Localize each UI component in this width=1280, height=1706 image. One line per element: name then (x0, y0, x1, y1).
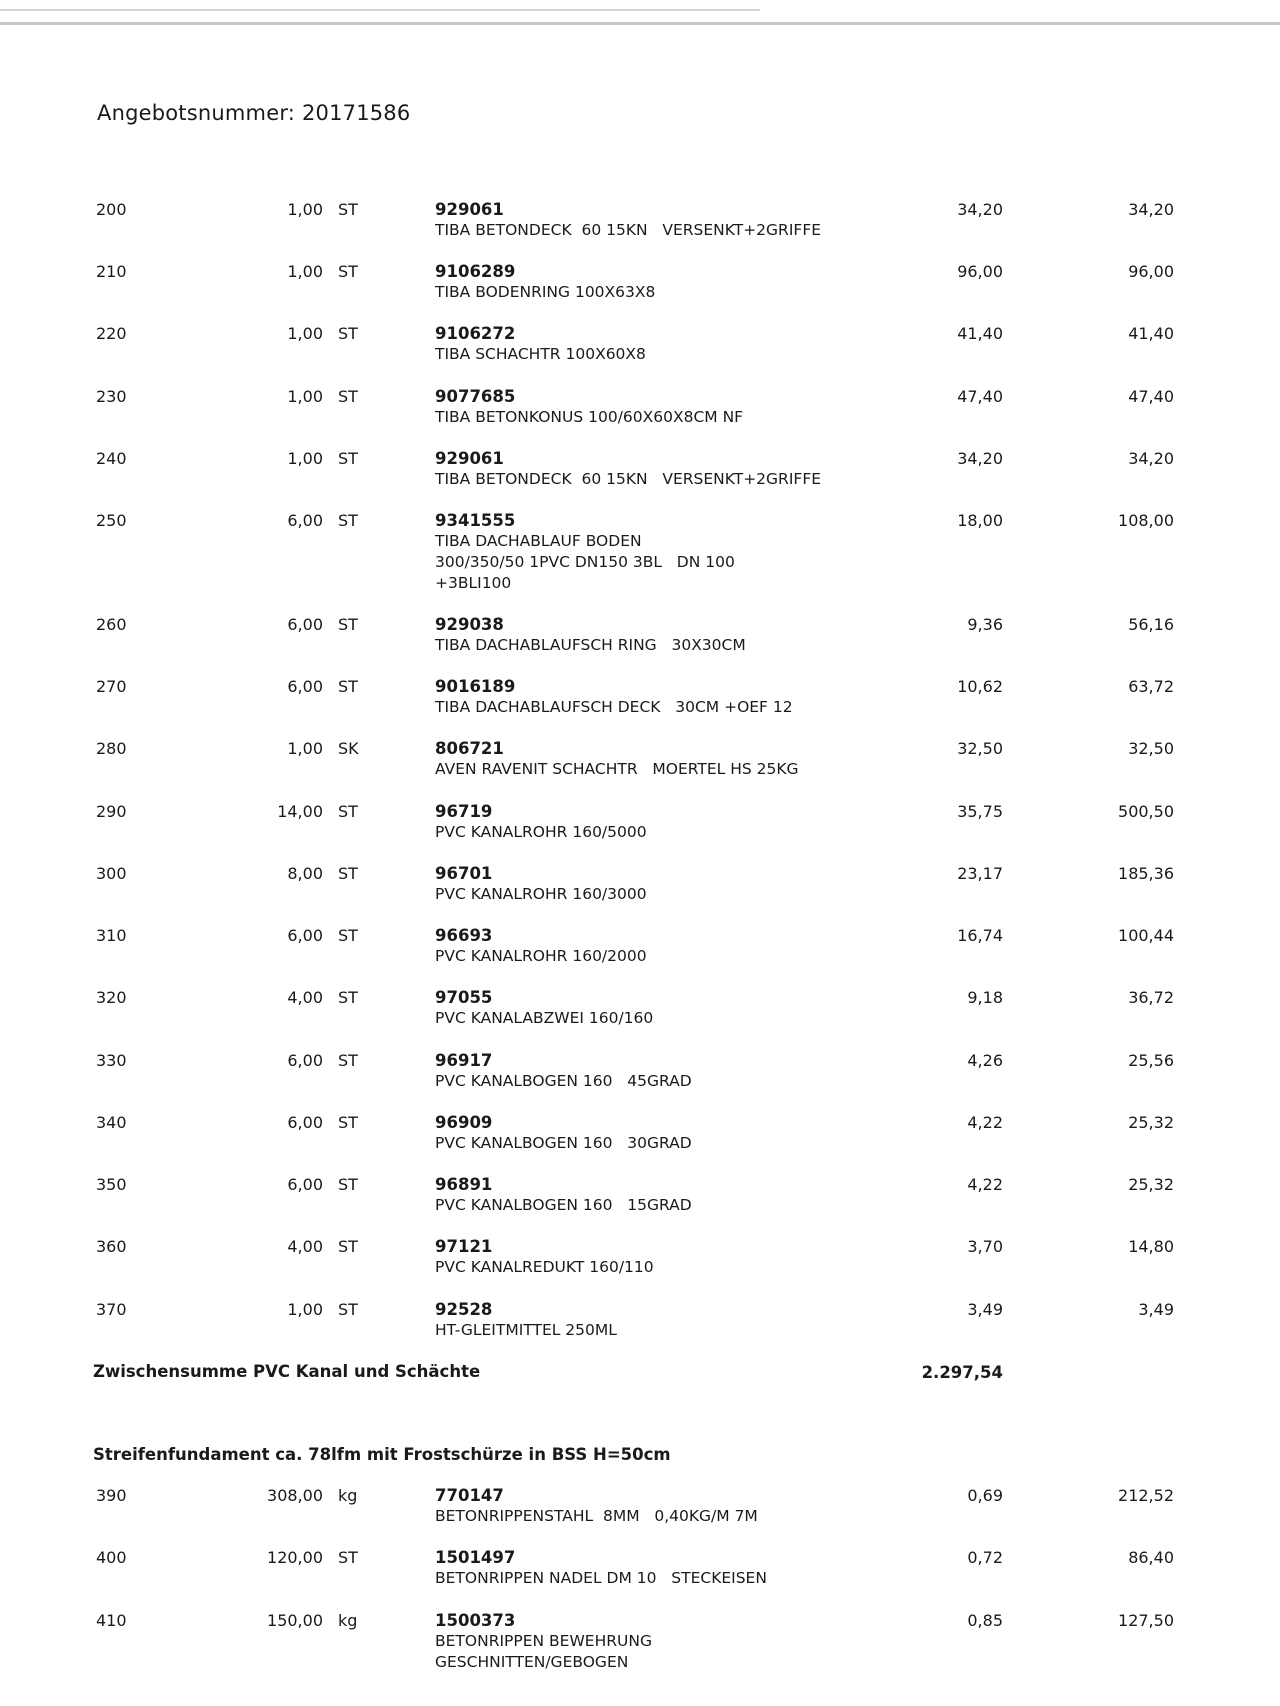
item-unit-price: 4,22 (967, 1175, 1003, 1194)
item-description: PVC KANALROHR 160/2000 (435, 947, 647, 965)
item-article-number: 929061 (435, 449, 504, 468)
subtotal-value: 2.297,54 (921, 1363, 1003, 1382)
item-description: PVC KANALREDUKT 160/110 (435, 1258, 654, 1276)
item-quantity: 1,00 (287, 449, 323, 468)
item-quantity: 6,00 (287, 1113, 323, 1132)
item-unit: ST (338, 1300, 358, 1319)
item-article-number: 9106289 (435, 262, 516, 281)
item-total-price: 56,16 (1128, 615, 1174, 634)
item-unit: ST (338, 1051, 358, 1070)
item-unit-price: 0,72 (967, 1548, 1003, 1567)
item-article-number: 1501497 (435, 1548, 516, 1567)
item-unit-price: 96,00 (957, 262, 1003, 281)
item-description: BETONRIPPEN BEWEHRUNG (435, 1632, 652, 1650)
item-article-number: 96917 (435, 1051, 493, 1070)
item-unit: ST (338, 988, 358, 1007)
item-position: 250 (96, 511, 127, 530)
item-quantity: 150,00 (267, 1611, 323, 1630)
item-unit-price: 9,36 (967, 615, 1003, 634)
item-unit-price: 3,70 (967, 1237, 1003, 1256)
item-article-number: 97055 (435, 988, 493, 1007)
item-unit: ST (338, 615, 358, 634)
item-total-price: 34,20 (1128, 449, 1174, 468)
item-description: HT-GLEITMITTEL 250ML (435, 1321, 617, 1339)
item-total-price: 185,36 (1118, 864, 1174, 883)
item-description: BETONRIPPEN NADEL DM 10 STECKEISEN (435, 1569, 767, 1587)
item-unit: ST (338, 200, 358, 219)
item-quantity: 6,00 (287, 615, 323, 634)
item-quantity: 14,00 (277, 802, 323, 821)
item-unit-price: 0,85 (967, 1611, 1003, 1630)
item-position: 300 (96, 864, 127, 883)
item-position: 310 (96, 926, 127, 945)
item-article-number: 96693 (435, 926, 493, 945)
item-total-price: 36,72 (1128, 988, 1174, 1007)
item-position: 370 (96, 1300, 127, 1319)
item-unit-price: 3,49 (967, 1300, 1003, 1319)
item-description: AVEN RAVENIT SCHACHTR MOERTEL HS 25KG (435, 760, 799, 778)
item-position: 240 (96, 449, 127, 468)
item-article-number: 806721 (435, 739, 504, 758)
item-article-number: 96909 (435, 1113, 493, 1132)
item-unit: ST (338, 1237, 358, 1256)
item-unit-price: 4,22 (967, 1113, 1003, 1132)
item-total-price: 14,80 (1128, 1237, 1174, 1256)
item-total-price: 63,72 (1128, 677, 1174, 696)
item-article-number: 92528 (435, 1300, 493, 1319)
item-total-price: 500,50 (1118, 802, 1174, 821)
item-unit: ST (338, 864, 358, 883)
item-description: TIBA DACHABLAUFSCH DECK 30CM +OEF 12 (435, 698, 793, 716)
item-description: GESCHNITTEN/GEBOGEN (435, 1653, 629, 1671)
item-position: 230 (96, 387, 127, 406)
item-unit: ST (338, 262, 358, 281)
item-position: 270 (96, 677, 127, 696)
item-quantity: 4,00 (287, 988, 323, 1007)
item-position: 360 (96, 1237, 127, 1256)
item-unit-price: 35,75 (957, 802, 1003, 821)
item-unit: ST (338, 1113, 358, 1132)
item-description: TIBA BETONKONUS 100/60X60X8CM NF (435, 408, 744, 426)
item-total-price: 32,50 (1128, 739, 1174, 758)
item-article-number: 96891 (435, 1175, 493, 1194)
item-total-price: 34,20 (1128, 200, 1174, 219)
item-quantity: 6,00 (287, 1051, 323, 1070)
item-position: 280 (96, 739, 127, 758)
item-total-price: 127,50 (1118, 1611, 1174, 1630)
item-unit-price: 18,00 (957, 511, 1003, 530)
item-unit: ST (338, 324, 358, 343)
item-description: TIBA DACHABLAUF BODEN (435, 532, 642, 550)
item-total-price: 25,32 (1128, 1113, 1174, 1132)
item-total-price: 25,56 (1128, 1051, 1174, 1070)
item-article-number: 929061 (435, 200, 504, 219)
item-quantity: 6,00 (287, 511, 323, 530)
item-unit-price: 0,69 (967, 1486, 1003, 1505)
item-article-number: 96719 (435, 802, 493, 821)
item-article-number: 770147 (435, 1486, 504, 1505)
item-quantity: 6,00 (287, 1175, 323, 1194)
item-unit-price: 16,74 (957, 926, 1003, 945)
item-unit-price: 9,18 (967, 988, 1003, 1007)
item-quantity: 1,00 (287, 200, 323, 219)
item-total-price: 96,00 (1128, 262, 1174, 281)
section-title: Streifenfundament ca. 78lfm mit Frostschürze in BSS H=50cm (93, 1445, 671, 1464)
item-quantity: 308,00 (267, 1486, 323, 1505)
item-description: PVC KANALROHR 160/5000 (435, 823, 647, 841)
item-total-price: 212,52 (1118, 1486, 1174, 1505)
item-description: PVC KANALBOGEN 160 45GRAD (435, 1072, 692, 1090)
item-quantity: 1,00 (287, 387, 323, 406)
scan-edge-line (0, 22, 1280, 25)
item-unit: SK (338, 739, 359, 758)
item-description: PVC KANALBOGEN 160 15GRAD (435, 1196, 692, 1214)
item-description: TIBA BETONDECK 60 15KN VERSENKT+2GRIFFE (435, 221, 822, 239)
item-unit-price: 23,17 (957, 864, 1003, 883)
item-description: TIBA SCHACHTR 100X60X8 (435, 345, 646, 363)
item-position: 260 (96, 615, 127, 634)
item-description: TIBA BETONDECK 60 15KN VERSENKT+2GRIFFE (435, 470, 822, 488)
item-total-price: 25,32 (1128, 1175, 1174, 1194)
item-description: TIBA DACHABLAUFSCH RING 30X30CM (435, 636, 746, 654)
item-quantity: 120,00 (267, 1548, 323, 1567)
item-article-number: 9077685 (435, 387, 516, 406)
item-position: 400 (96, 1548, 127, 1567)
item-description: PVC KANALBOGEN 160 30GRAD (435, 1134, 692, 1152)
item-description: BETONRIPPENSTAHL 8MM 0,40KG/M 7M (435, 1507, 758, 1525)
item-position: 410 (96, 1611, 127, 1630)
item-total-price: 100,44 (1118, 926, 1174, 945)
item-unit: ST (338, 449, 358, 468)
item-article-number: 9016189 (435, 677, 516, 696)
item-article-number: 97121 (435, 1237, 493, 1256)
item-position: 290 (96, 802, 127, 821)
item-unit: ST (338, 1548, 358, 1567)
item-total-price: 108,00 (1118, 511, 1174, 530)
item-total-price: 47,40 (1128, 387, 1174, 406)
item-unit-price: 41,40 (957, 324, 1003, 343)
item-unit: ST (338, 387, 358, 406)
item-description: +3BLI100 (435, 574, 512, 592)
item-quantity: 6,00 (287, 926, 323, 945)
item-position: 210 (96, 262, 127, 281)
item-unit-price: 34,20 (957, 449, 1003, 468)
offer-number-title: Angebotsnummer: 20171586 (97, 101, 411, 125)
item-unit: kg (338, 1486, 358, 1505)
item-description: PVC KANALROHR 160/3000 (435, 885, 647, 903)
item-unit: ST (338, 926, 358, 945)
item-unit-price: 32,50 (957, 739, 1003, 758)
item-unit-price: 47,40 (957, 387, 1003, 406)
item-description: TIBA BODENRING 100X63X8 (435, 283, 656, 301)
item-total-price: 41,40 (1128, 324, 1174, 343)
subtotal-label: Zwischensumme PVC Kanal und Schächte (93, 1362, 481, 1381)
item-unit-price: 10,62 (957, 677, 1003, 696)
item-quantity: 1,00 (287, 262, 323, 281)
item-article-number: 96701 (435, 864, 493, 883)
item-position: 200 (96, 200, 127, 219)
item-unit-price: 4,26 (967, 1051, 1003, 1070)
item-quantity: 1,00 (287, 324, 323, 343)
item-description: PVC KANALABZWEI 160/160 (435, 1009, 654, 1027)
item-description: 300/350/50 1PVC DN150 3BL DN 100 (435, 553, 735, 571)
item-quantity: 6,00 (287, 677, 323, 696)
item-total-price: 3,49 (1138, 1300, 1174, 1319)
item-unit: ST (338, 1175, 358, 1194)
item-position: 390 (96, 1486, 127, 1505)
item-position: 320 (96, 988, 127, 1007)
item-position: 340 (96, 1113, 127, 1132)
item-unit: ST (338, 802, 358, 821)
item-article-number: 9341555 (435, 511, 516, 530)
item-unit: ST (338, 511, 358, 530)
item-quantity: 4,00 (287, 1237, 323, 1256)
item-position: 350 (96, 1175, 127, 1194)
item-quantity: 1,00 (287, 1300, 323, 1319)
item-quantity: 1,00 (287, 739, 323, 758)
item-total-price: 86,40 (1128, 1548, 1174, 1567)
item-position: 330 (96, 1051, 127, 1070)
item-article-number: 1500373 (435, 1611, 516, 1630)
item-unit: ST (338, 677, 358, 696)
item-unit-price: 34,20 (957, 200, 1003, 219)
item-article-number: 929038 (435, 615, 504, 634)
item-position: 220 (96, 324, 127, 343)
item-article-number: 9106272 (435, 324, 516, 343)
scan-edge-line (0, 9, 760, 11)
item-quantity: 8,00 (287, 864, 323, 883)
item-unit: kg (338, 1611, 358, 1630)
